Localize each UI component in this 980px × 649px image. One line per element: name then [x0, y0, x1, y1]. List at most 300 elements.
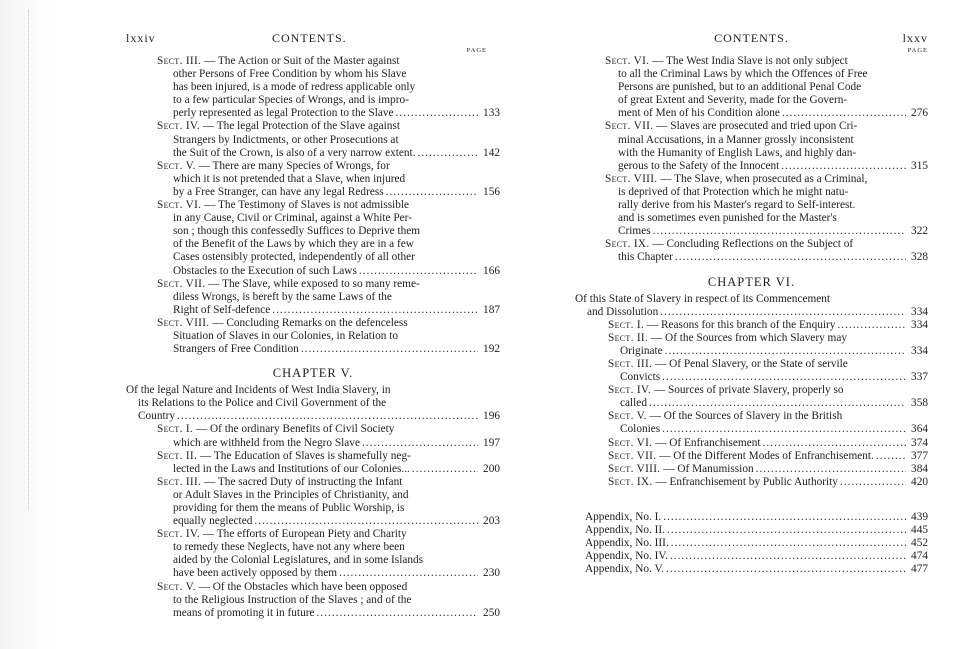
page-number: 337 — [911, 371, 928, 384]
entry-text: of great Extent and Severity, made for the Govern- — [618, 94, 848, 107]
dot-leader — [781, 160, 906, 173]
entry-title: Colonies — [620, 423, 661, 436]
entry-text: its Relations to the Police and Civil Government of the — [138, 397, 387, 410]
entry-line — [126, 502, 500, 515]
appendix-label: Appendix, No. I. — [585, 510, 662, 523]
entry-text — [620, 345, 663, 358]
page-number: 334 — [911, 318, 928, 331]
dot-leader — [662, 371, 906, 384]
toc-section-entry — [126, 581, 500, 620]
page-number: 322 — [911, 225, 928, 238]
entry-text — [173, 607, 315, 620]
entry-title: called — [620, 397, 647, 410]
section-label: Sect. IX. — [608, 475, 653, 488]
entry-line — [126, 450, 500, 463]
toc-section-entry — [126, 160, 500, 199]
toc-section-entry — [126, 450, 500, 476]
entry-last-line — [126, 186, 500, 199]
entry-last-line — [126, 515, 500, 528]
book-gutter — [0, 0, 58, 649]
left-running-head — [126, 31, 500, 47]
dot-leader — [386, 186, 478, 199]
dot-leader — [418, 147, 478, 160]
dot-leader — [666, 563, 906, 576]
entry-line — [126, 554, 500, 567]
entry-text: — Sources of private Slavery, properly so — [653, 384, 844, 397]
entry-line — [575, 332, 928, 345]
section-label: Sect. V. — [157, 159, 196, 172]
appendix-label: Appendix, No. IV. — [585, 550, 668, 563]
dot-leader — [649, 397, 906, 410]
binding-shadow — [28, 10, 43, 510]
section-label: Sect. III. — [608, 357, 653, 370]
entry-line — [575, 212, 928, 225]
section-label: Sect. V. — [608, 410, 647, 423]
entry-line — [126, 476, 500, 489]
entry-title: Obstacles to the Execution of such Laws — [173, 264, 357, 277]
toc-section-entry — [575, 463, 928, 476]
entry-last-line — [575, 306, 928, 319]
entry-text — [173, 107, 394, 120]
chapter-heading: CHAPTER VI. — [707, 274, 796, 289]
entry-text: has been injured, is a mode of redress applicable only — [173, 81, 416, 94]
entry-line — [575, 120, 928, 133]
entry-text: son ; though this confessedly Suffices to Deprive them — [173, 225, 421, 238]
section-label: Sect. IV. — [157, 528, 201, 541]
page-number: 156 — [483, 185, 500, 198]
entry-text: — The legal Protection of the Slave against — [202, 120, 400, 133]
appendix-list — [575, 511, 928, 576]
page-number: 192 — [483, 343, 500, 356]
left-toc — [126, 55, 500, 620]
entry-text: or Adult Slaves in the Principles of Christianity, and — [173, 488, 409, 501]
section-label: Sect. VII. — [605, 120, 654, 133]
entry-title: equally neglected — [173, 515, 253, 528]
toc-section-entry — [575, 450, 928, 463]
entry-line — [126, 423, 500, 436]
entry-text: Cases ostensibly protected, independently of all other — [173, 251, 415, 264]
toc-section-entry — [575, 437, 928, 450]
entry-title: Right of Self-defence — [173, 303, 271, 316]
entry-text — [173, 304, 270, 317]
dot-leader — [876, 450, 906, 463]
right-running-title: CONTENTS. — [714, 31, 789, 45]
section-label: Sect. VII. — [608, 449, 657, 462]
page-number: 328 — [911, 251, 928, 264]
entry-text — [618, 251, 673, 264]
page-number: 420 — [911, 475, 928, 488]
entry-text — [608, 319, 835, 332]
section-label: Sect. VI. — [605, 55, 650, 67]
entry-title: the Suit of the Crown, is also of a very narrow extent. — [173, 146, 416, 159]
entry-title: — Of Manumission — [663, 462, 754, 475]
toc-section-entry — [126, 317, 500, 356]
entry-text: Persons are punished, but to an additional Penal Code — [618, 81, 862, 94]
toc-section-entry — [126, 423, 500, 449]
entry-last-line — [126, 147, 500, 160]
entry-text — [620, 397, 647, 410]
right-toc — [575, 55, 928, 576]
entry-text — [618, 225, 651, 238]
entry-text — [173, 186, 384, 199]
entry-last-line — [126, 107, 500, 120]
page-number: 315 — [911, 159, 928, 172]
appendix-entry — [575, 550, 928, 563]
entry-title: by a Free Stranger, can have any legal Redress — [173, 185, 384, 198]
entry-text: — The sacred Duty of instructing the Infant — [203, 475, 403, 488]
section-label: Sect. I. — [608, 318, 645, 331]
entry-text — [608, 437, 761, 450]
entry-title: perly represented as legal Protection to the Slave — [173, 107, 394, 120]
entry-line — [126, 528, 500, 541]
dot-leader — [763, 437, 906, 450]
entry-text — [173, 515, 252, 528]
appendix-label: Appendix, No. V. — [585, 563, 664, 576]
section-label: Sect. V. — [157, 580, 196, 593]
entry-line — [126, 291, 500, 304]
section-label: Sect. VIII. — [608, 462, 661, 475]
entry-text: — The Testimony of Slaves is not admissible — [204, 199, 410, 212]
entry-text: to the Religious Instruction of the Slaves ; and of the — [173, 593, 412, 606]
toc-section-entry — [126, 55, 500, 120]
entry-last-line — [575, 345, 928, 358]
section-label: Sect. VI. — [157, 199, 202, 212]
toc-section-entry — [575, 173, 928, 238]
entry-line — [126, 173, 500, 186]
entry-text: in any Cause, Civil or Criminal, against a White Per- — [173, 212, 412, 225]
entry-line — [126, 68, 500, 81]
section-label: Sect. IX. — [605, 238, 650, 251]
entry-title: lected in the Laws and Institutions of our Colonies... — [173, 462, 410, 475]
entry-text — [173, 463, 410, 476]
section-label: Sect. VIII. — [605, 172, 658, 185]
dot-leader — [359, 265, 478, 278]
page-number: 377 — [911, 449, 928, 462]
entry-text: — There are many Species of Wrongs, for — [198, 159, 390, 172]
entry-last-line — [575, 107, 928, 120]
entry-title: which are withheld from the Negro Slave — [173, 436, 360, 449]
appendix-entry — [575, 524, 928, 537]
section-label: Sect. VI. — [608, 436, 653, 449]
dot-leader — [396, 107, 478, 120]
section-label: Sect. VIII. — [157, 316, 210, 329]
entry-last-line — [575, 537, 928, 550]
page-number: 276 — [911, 107, 928, 120]
entry-text — [608, 463, 754, 476]
entry-text: diless Wrongs, is bereft by the same Laws of the — [173, 290, 392, 303]
entry-line — [126, 94, 500, 107]
entry-title: ment of Men of his Condition alone — [618, 107, 780, 120]
entry-line — [575, 147, 928, 160]
entry-text: — The Slave, while exposed to so many reme- — [208, 277, 420, 290]
entry-last-line — [575, 371, 928, 384]
page-number: 200 — [483, 462, 500, 475]
entry-line — [126, 278, 500, 291]
toc-section-entry — [575, 120, 928, 172]
entry-last-line — [575, 437, 928, 450]
dot-leader — [837, 319, 906, 332]
entry-title: means of promoting it in future — [173, 606, 315, 619]
section-label: Sect. II. — [157, 449, 198, 462]
entry-last-line — [575, 397, 928, 410]
entry-text — [173, 265, 357, 278]
entry-last-line — [575, 251, 928, 264]
section-label: Sect. VII. — [157, 277, 206, 290]
entry-text: — Of the ordinary Benefits of Civil Society — [195, 423, 395, 436]
dot-leader — [675, 251, 906, 264]
entry-line — [126, 581, 500, 594]
dot-leader — [660, 306, 906, 319]
entry-text — [173, 437, 360, 450]
entry-title: and Dissolution — [587, 305, 659, 318]
page-number: 250 — [483, 606, 500, 619]
left-page-label: PAGE — [466, 47, 487, 54]
section-label: Sect. III. — [157, 475, 202, 488]
entry-title: Originate — [620, 344, 663, 357]
page-number: 334 — [911, 344, 928, 357]
dot-leader — [662, 423, 906, 436]
dot-leader — [667, 524, 906, 537]
entry-text: rally derive from his Master's regard to Self-interest. — [618, 199, 856, 212]
toc-section-entry — [575, 476, 928, 489]
toc-section-entry — [575, 358, 928, 384]
toc-section-entry — [575, 332, 928, 358]
entry-title: — Reasons for this branch of the Enquiry — [646, 318, 836, 331]
entry-text: Of the legal Nature and Incidents of West India Slavery, in — [126, 384, 391, 397]
page-number: 374 — [911, 436, 928, 449]
entry-text: — The Education of Slaves is shamefully neg- — [199, 449, 411, 462]
dot-leader — [663, 511, 906, 524]
entry-title: — Of Enfranchisement — [655, 436, 761, 449]
toc-section-entry — [575, 384, 928, 410]
entry-text: to remedy these Neglects, have not any where been — [173, 541, 405, 554]
entry-last-line — [575, 563, 928, 576]
entry-text — [608, 450, 874, 463]
right-folio: lxxv — [902, 31, 928, 45]
dot-leader — [177, 410, 478, 423]
appendix-entry — [575, 511, 928, 524]
entry-line — [575, 358, 928, 371]
entry-line — [575, 68, 928, 81]
toc-section-entry — [126, 528, 500, 580]
appendix-entry — [575, 563, 928, 576]
entry-text: to all the Criminal Laws by which the Offences of Free — [618, 68, 868, 81]
entry-text: — The West India Slave is not only subject — [652, 55, 848, 67]
entry-text: — Slaves are prosecuted and tried upon Cri- — [656, 120, 858, 133]
entry-text — [620, 423, 660, 436]
entry-last-line — [126, 437, 500, 450]
page-number: 230 — [483, 567, 500, 580]
entry-last-line — [575, 524, 928, 537]
entry-line — [126, 251, 500, 264]
page-number: 452 — [911, 537, 928, 550]
toc-section-entry — [126, 120, 500, 159]
entry-title: — Of the Different Modes of Enfranchisement. — [659, 449, 874, 462]
entry-last-line — [575, 550, 928, 563]
dot-leader — [272, 304, 478, 317]
entry-last-line — [126, 410, 500, 423]
page-number: 474 — [911, 550, 928, 563]
entry-text: — The efforts of European Piety and Charity — [202, 528, 407, 541]
page-number: 364 — [911, 423, 928, 436]
entry-text: — Of the Sources from which Slavery may — [650, 331, 848, 344]
dot-leader — [301, 343, 478, 356]
toc-chapter-entry — [126, 384, 500, 423]
entry-last-line — [126, 304, 500, 317]
entry-text: — Concluding Reflections on the Subject of — [652, 238, 854, 251]
entry-text: Of this State of Slavery in respect of its Commencement — [575, 292, 831, 305]
toc-section-entry — [575, 55, 928, 120]
entry-text: minal Accusations, in a Manner grossly inconsistent — [618, 133, 854, 146]
entry-text: — The Action or Suit of the Master against — [203, 55, 400, 67]
entry-title: Strangers of Free Condition — [173, 343, 299, 356]
entry-line — [126, 81, 500, 94]
left-running-title: CONTENTS. — [272, 31, 347, 45]
entry-line — [575, 173, 928, 186]
toc-section-entry — [575, 410, 928, 436]
entry-last-line — [575, 463, 928, 476]
entry-title: Convicts — [620, 371, 661, 384]
entry-line — [575, 186, 928, 199]
page-number: 445 — [911, 524, 928, 536]
dot-leader — [653, 225, 906, 238]
entry-line — [575, 94, 928, 107]
appendix-label: Appendix, No. II. — [585, 524, 666, 536]
section-label: Sect. IV. — [157, 120, 201, 133]
entry-text: which it is not pretended that a Slave, when injured — [173, 172, 406, 185]
toc-section-entry — [126, 199, 500, 278]
entry-text: aided by the Colonial Legislatures, and in some Islands — [173, 554, 424, 567]
entry-text: is deprived of that Protection which he might natu- — [618, 185, 849, 198]
entry-text: — Of Penal Slavery, or the State of servile — [654, 357, 848, 370]
entry-title: Country — [138, 410, 176, 423]
entry-line — [126, 134, 500, 147]
entry-text: — Of the Obstacles which have been opposed — [198, 580, 408, 593]
page-number: 142 — [483, 146, 500, 159]
toc-section-entry — [575, 319, 928, 332]
entry-text: Strangers by Indictments, or other Prosecutions at — [173, 133, 399, 146]
dot-leader — [756, 463, 906, 476]
entry-line — [126, 55, 500, 68]
entry-line — [126, 330, 500, 343]
entry-last-line — [126, 463, 500, 476]
entry-line — [575, 238, 928, 251]
entry-text — [587, 306, 658, 319]
toc-chapter-entry — [575, 293, 928, 319]
entry-last-line — [575, 476, 928, 489]
entry-text: with the Humanity of English Laws, and highly dan- — [618, 146, 857, 159]
entry-text — [138, 410, 175, 423]
entry-line — [126, 397, 500, 410]
dot-leader — [412, 463, 478, 476]
entry-text — [620, 371, 660, 384]
entry-title: gerous to the Safety of the Innocent — [618, 159, 780, 172]
page-number: 334 — [911, 305, 928, 318]
entry-text — [173, 567, 337, 580]
toc-section-entry — [126, 476, 500, 528]
dot-leader — [671, 537, 906, 550]
page-number: 203 — [483, 515, 500, 528]
entry-text — [173, 343, 299, 356]
entry-line — [126, 541, 500, 554]
entry-line — [126, 212, 500, 225]
entry-line — [126, 225, 500, 238]
left-folio: lxxiv — [126, 31, 156, 45]
page-number: 384 — [911, 462, 928, 475]
entry-line — [575, 81, 928, 94]
entry-text: Situation of Slaves in our Colonies, in Relation to — [173, 329, 398, 342]
entry-text — [618, 107, 780, 120]
entry-line — [575, 55, 928, 68]
page-number: 196 — [483, 410, 500, 423]
entry-line — [126, 160, 500, 173]
entry-line — [575, 293, 928, 306]
section-label: Sect. III. — [157, 55, 202, 67]
page-number: 197 — [483, 436, 500, 449]
entry-line — [126, 238, 500, 251]
entry-text: — Concluding Remarks on the defenceless — [212, 316, 408, 329]
right-running-head — [575, 31, 928, 47]
section-label: Sect. I. — [157, 423, 194, 436]
entry-text: providing for them the means of Public Worship, is — [173, 502, 405, 514]
entry-last-line — [126, 343, 500, 356]
entry-text — [173, 147, 416, 160]
entry-line — [575, 134, 928, 147]
entry-last-line — [126, 607, 500, 620]
chapter-heading: CHAPTER V. — [272, 366, 354, 381]
entry-text — [618, 160, 779, 173]
section-label: Sect. IV. — [608, 384, 652, 397]
dot-leader — [782, 107, 906, 120]
entry-last-line — [575, 511, 928, 524]
entry-line — [126, 120, 500, 133]
page-number: 133 — [483, 107, 500, 120]
entry-title: — Enfranchisement by Public Authority — [655, 475, 838, 488]
entry-line — [575, 199, 928, 212]
dot-leader — [339, 567, 478, 580]
entry-title: have been actively opposed by them — [173, 567, 338, 580]
dot-leader — [670, 550, 906, 563]
entry-last-line — [575, 423, 928, 436]
appendix-label: Appendix, No. III. — [585, 537, 669, 550]
appendix-entry — [575, 537, 928, 550]
entry-text: — Of the Sources of Slavery in the British — [649, 410, 843, 423]
entry-text — [608, 476, 838, 489]
entry-title: this Chapter — [618, 251, 673, 264]
page-number: 439 — [911, 510, 928, 523]
entry-line — [126, 594, 500, 607]
dot-leader — [317, 607, 479, 620]
entry-line — [126, 489, 500, 502]
entry-line — [126, 199, 500, 212]
toc-section-entry — [575, 238, 928, 264]
entry-text: — The Slave, when prosecuted as a Criminal, — [660, 172, 868, 185]
dot-leader — [840, 476, 906, 489]
page-number: 187 — [483, 303, 500, 316]
section-label: Sect. II. — [608, 331, 649, 344]
entry-line — [126, 384, 500, 397]
dot-leader — [665, 345, 906, 358]
entry-last-line — [575, 225, 928, 238]
dot-leader — [362, 437, 478, 450]
page-number: 477 — [911, 563, 928, 576]
entry-last-line — [575, 160, 928, 173]
entry-line — [575, 410, 928, 423]
page-number: 166 — [483, 264, 500, 277]
entry-text: to a few particular Species of Wrongs, and is impro- — [173, 94, 409, 107]
entry-title: Crimes — [618, 225, 651, 238]
entry-text: of the Benefit of the Laws by which they are in a few — [173, 238, 414, 251]
